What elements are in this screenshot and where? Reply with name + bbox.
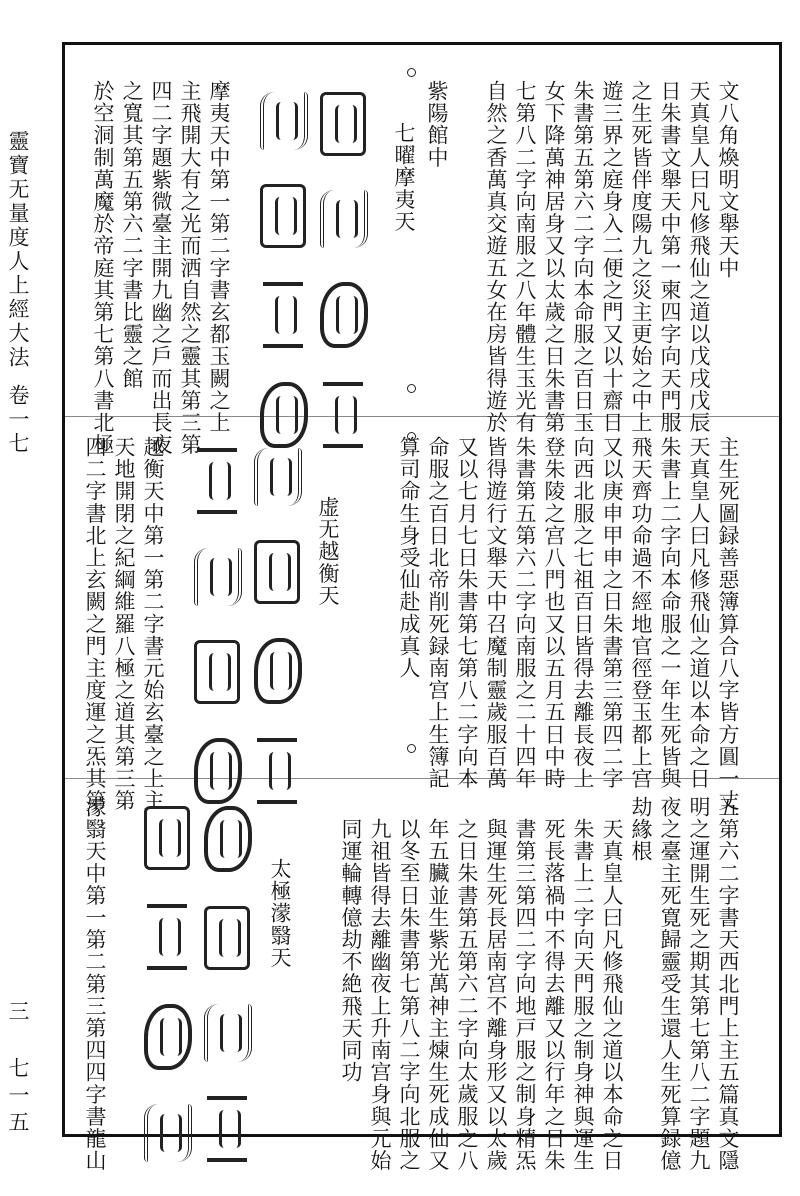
seal-glyph	[260, 382, 308, 448]
seal-glyph	[320, 92, 366, 156]
margin-page-number: 三 七一五	[6, 1000, 30, 1138]
text-column: 年五臟並生紫光萬神主煉生死成仙又	[426, 818, 450, 1172]
text-column: 以冬至日朱書第七第八二字向北服之	[397, 818, 421, 1172]
seal-glyph	[254, 638, 302, 704]
text-column: 朱書上二字向天門服之制身神與運生	[571, 818, 595, 1172]
seal-character-column	[194, 448, 240, 838]
section-circle-mark	[407, 432, 416, 441]
text-column: 九祖皆得去離幽夜上升南宫身與元始	[368, 818, 392, 1172]
seal-glyph	[260, 184, 306, 248]
text-column: 天真皇人曰凡修飛仙之道以本命之日	[687, 436, 711, 790]
text-column: 越衡天中第一第二字書元始玄臺之上主	[141, 436, 165, 812]
seal-glyph	[194, 640, 240, 704]
text-column: 命服之百日北帝削死録南宫上生簿記	[426, 436, 450, 790]
text-column: 朱書第五第六二字向本命服之百日玉	[571, 80, 595, 434]
text-column: 皆得遊行文舉天中召魔制靈歲服百萬	[484, 436, 508, 790]
text-column: 四二字題紫微臺主開九幽之戶而出長夜	[149, 80, 173, 456]
seal-character-column	[144, 806, 190, 1196]
seal-glyph	[257, 738, 297, 804]
text-column: 女下降萬神居身又以太歲之日朱書第	[542, 80, 566, 434]
text-column: 算司命生身受仙赴成真人	[397, 436, 421, 680]
seal-glyph	[204, 806, 252, 872]
text-column: 摩夷天中第一第二字書玄都玉闕之上	[207, 80, 231, 434]
text-column: 七第八二字向南服之八年體生玉光有	[513, 80, 537, 434]
section-circle-mark	[407, 744, 416, 753]
text-column: 登朱陵之宫八門也又以五月五日中時	[542, 436, 566, 790]
seal-character-column	[260, 92, 306, 482]
text-column: 紫陽館中	[425, 80, 449, 169]
section-heading: 太極濛翳天	[268, 858, 292, 969]
text-column: 飛天齊功命過不經地官徑登玉都上宫	[629, 436, 653, 790]
text-column: 同運輪轉億劫不絶飛天同功	[339, 818, 363, 1084]
section-circle-mark	[407, 68, 416, 77]
seal-glyph	[197, 448, 237, 514]
text-column: 死長落禍中不得去離又以行年之日朱	[542, 818, 566, 1172]
text-column: 濛翳天中第一第二第三第四四字書龍山	[83, 796, 107, 1172]
seal-character-column	[320, 92, 366, 482]
seal-glyph	[144, 1104, 192, 1162]
text-column: 日朱書文舉天中第一柬四字向天門服	[658, 80, 682, 434]
seal-glyph	[260, 92, 308, 150]
text-column: 天真皇人曰凡修飛仙之道以戊戌戊辰	[687, 80, 711, 434]
text-column: 之日朱書第五第六二字向太歲服之八	[455, 818, 479, 1172]
text-column: 五第六二字書天西北門上主五篇真文隱	[716, 796, 740, 1172]
seal-glyph	[263, 282, 303, 348]
margin-volume-text: 卷一七	[6, 384, 30, 456]
section-heading: 虚无越衡天	[316, 496, 340, 607]
text-column: 主飛開大有之光而洒自然之靈其第三第	[178, 80, 202, 456]
text-column: 天地開閉之紀綱維羅八極之道其第三第	[112, 436, 136, 812]
text-column: 主生死圖録善惡簿算合八字皆方圓一丈	[716, 436, 740, 812]
text-column: 夜之臺主死寛歸靈受生還人生死算録億	[658, 796, 682, 1172]
seal-glyph	[194, 548, 242, 606]
margin-book-title	[7, 130, 28, 456]
text-column: 與運生死長居南宫不離身形又以太歲	[484, 818, 508, 1172]
seal-character-column	[204, 806, 250, 1196]
text-column: 書第三第四二字向地戸服之制身精炁	[513, 818, 537, 1172]
text-column: 四二字書北上玄闕之門主度運之炁其第	[83, 436, 107, 812]
text-column: 於空洞制萬魔於帝庭其第七第八書北極	[91, 80, 115, 456]
text-column: 劫緣根	[629, 796, 653, 863]
text-column: 文八角煥明文舉天中	[716, 80, 740, 279]
seal-glyph	[207, 1096, 247, 1162]
text-column: 朱書第五第六二字向南服之二十四年	[513, 436, 537, 790]
seal-glyph	[254, 540, 300, 604]
text-column: 遊三界之庭身入二便之門又以十齋日	[600, 80, 624, 434]
text-column: 朱書上二字向本命服之一年生死皆與	[658, 436, 682, 790]
seal-glyph	[144, 1004, 192, 1070]
text-column: 向西北服之七祖百日皆得去離長夜上	[571, 436, 595, 790]
seal-glyph	[204, 906, 250, 970]
section-heading: 七曜摩夷天	[392, 122, 416, 233]
section-circle-mark	[407, 384, 416, 393]
seal-glyph	[320, 282, 368, 348]
text-column: 之寬其第五第六二字書比靈之館	[120, 80, 144, 390]
text-column: 又以庚申甲申之日朱書第三第四二字	[600, 436, 624, 790]
seal-glyph	[254, 448, 302, 506]
margin-title-text: 靈寶无量度人上經大法	[6, 130, 30, 370]
seal-glyph	[320, 190, 368, 248]
text-column: 明之運開生死之期其第七第八二字題九	[687, 796, 711, 1172]
seal-glyph	[147, 904, 187, 970]
seal-glyph	[194, 738, 242, 804]
seal-glyph	[204, 1004, 252, 1062]
text-column: 又以七月七日朱書第七第八二字向本	[455, 436, 479, 790]
text-column: 天真皇人曰凡修飛仙之道以本命之日	[600, 818, 624, 1172]
text-column: 自然之香萬真交遊五女在房皆得遊於	[484, 80, 508, 434]
seal-character-column	[254, 448, 300, 838]
seal-glyph	[144, 806, 190, 870]
text-column: 之生死皆伴度陽九之災主更始之中上	[629, 80, 653, 434]
seal-glyph	[323, 382, 363, 448]
